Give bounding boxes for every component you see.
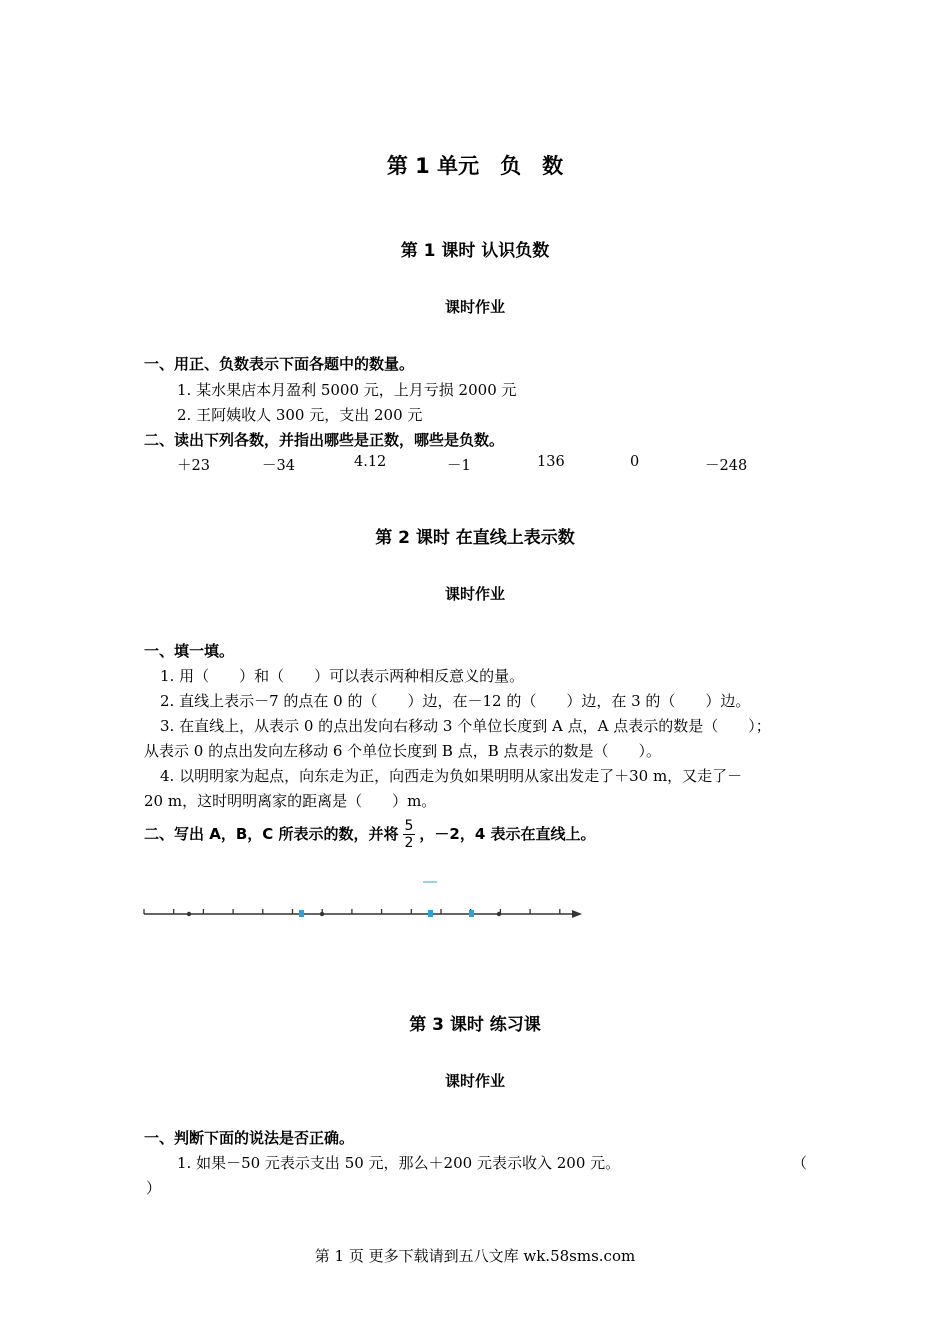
point-c-dot (497, 912, 501, 916)
arrow-head-icon (572, 910, 582, 918)
lesson-3-homework-label: 课时作业 (444, 1072, 505, 1090)
lesson-2-q1-item-4: 4. 以明明家为起点，向东走为正，向西走为负如果明明从家出发走了＋30 m，又走了－ (160, 767, 743, 785)
lesson-2-q1-heading: 一、填一填。 (144, 642, 235, 660)
page-footer: 第 1 页 更多下载请到五八文库 wk.58sms.com (314, 1247, 636, 1265)
lesson-2-q1-item-3: 3. 在直线上，从表示 0 的点出发向右移动 3 个单位长度到 A 点，A 点表示的数是（ ）； (160, 717, 771, 735)
lesson-2-title: 第 2 课时 在直线上表示数 (375, 528, 575, 548)
lesson-2-q1-item-1: 1. 用（ ）和（ ）可以表示两种相反意义的量。 (160, 667, 525, 685)
lesson-2-q2-heading (144, 818, 596, 851)
lesson-3-title: 第 3 课时 练习课 (409, 1015, 541, 1035)
mark-4 (469, 910, 474, 917)
point-a-dot (320, 912, 324, 916)
unit-title: 第 1 单元 负 数 (386, 154, 564, 178)
number-line-figure (130, 858, 600, 968)
lesson-1-title: 第 1 课时 认识负数 (400, 241, 550, 261)
lesson-2-q1-item-3-cont: 从表示 0 的点出发向左移动 6 个单位长度到 B 点，B 点表示的数是（ ）。 (144, 742, 662, 760)
answer-paren-open: （ (792, 1154, 808, 1172)
number-item: －248 (705, 458, 748, 474)
q2-heading-before: 二、写出 A，B，C 所表示的数，并将 (144, 825, 399, 843)
answer-paren-close: ） (146, 1179, 162, 1197)
number-item: 0 (630, 454, 640, 470)
lesson-3-q1-heading: 一、判断下面的说法是否正确。 (144, 1129, 355, 1147)
lesson-1-q1-item-1: 1. 某水果店本月盈利 5000 元，上月亏损 2000 元 (177, 381, 517, 399)
lesson-2-q1-item-2: 2. 直线上表示－7 的点在 0 的（ ）边，在－12 的（ ）边，在 3 的（ ）边。 (160, 692, 751, 710)
lesson-1-q1-heading: 一、用正、负数表示下面各题中的数量。 (144, 355, 415, 373)
number-item: －34 (262, 458, 295, 474)
lesson-1-q2-heading: 二、读出下列各数，并指出哪些是正数，哪些是负数。 (144, 431, 505, 449)
mark-five-halves (428, 910, 433, 917)
q2-heading-after: ，－2，4 表示在直线上。 (419, 825, 596, 843)
lesson-3-q1-item-1: 1. 如果－50 元表示支出 50 元，那么＋200 元表示收入 200 元。 (177, 1154, 621, 1172)
number-item: －1 (447, 458, 471, 474)
fraction-five-halves (403, 818, 416, 851)
fraction-denominator: 2 (404, 835, 414, 851)
number-item: ＋23 (177, 458, 210, 474)
lesson-1-q1-item-2: 2. 王阿姨收人 300 元，支出 200 元 (177, 406, 423, 424)
fraction-numerator: 5 (404, 818, 414, 834)
mark-minus-2 (299, 910, 304, 917)
lesson-1-homework-label: 课时作业 (444, 298, 505, 316)
lesson-2-q1-item-4-cont: 20 m，这时明明离家的距离是（ ）m。 (144, 792, 437, 810)
lesson-2-homework-label: 课时作业 (444, 585, 505, 603)
number-item: 4.12 (354, 454, 387, 470)
point-b-dot (187, 912, 191, 916)
number-item: 136 (537, 454, 565, 470)
